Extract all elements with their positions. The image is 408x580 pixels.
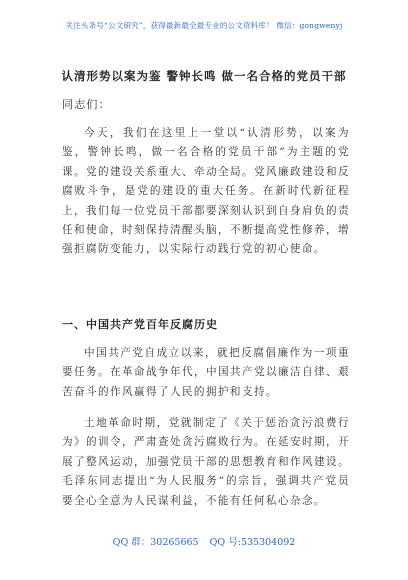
header-ad-banner: 关注头条号“公文研究”，获得最新最全最专业的公文资料库！ 微信：gongwenyj [65,21,343,30]
footer-contact [0,534,408,548]
paragraph-intro: 今天，我们在这里上一堂以“认清形势，以案为鉴，警钟长鸣，做一名合格的党员干部”为主题的党课。党的建设关系重大、牵动全局。党风廉政建设和反腐败斗争，是党的建设的重大任务。在新时代新征程上，我们每一位党员干部都要深刻认识到自身肩负的责任和使命，时刻保持清醒头脑，不断提高党性修养，增强拒腐防变能力，以实际行动践行党的初心使命。 [62,127,350,256]
footer-qq-group: QQ 群：30265665 [112,537,199,548]
greeting: 同志们： [62,98,111,111]
footer-qq-number: QQ 号:535304092 [209,537,296,548]
document-title: 认清形势以案为鉴 警钟长鸣 做一名合格的党员干部 [61,69,347,83]
paragraph-history: 中国共产党自成立以来，就把反腐倡廉作为一项重要任务。在革命战争年代，中国共产党以廉洁自律、艰苦奋斗的作风赢得了人民的拥护和支持。 [62,347,350,398]
paragraph-land-revolution: 土地革命时期，党就制定了《关于惩治贪污浪费行为》的训令，严肃查处贪污腐败行为。在延安时期，开展了整风运动，加强党员干部的思想教育和作风建设。毛泽东同志提出“为人民服务”的宗旨，强调共产党员要全心全意为人民谋利益，不能有任何私心杂念。 [62,417,350,507]
section-heading: 一、中国共产党百年反腐历史 [62,318,218,331]
